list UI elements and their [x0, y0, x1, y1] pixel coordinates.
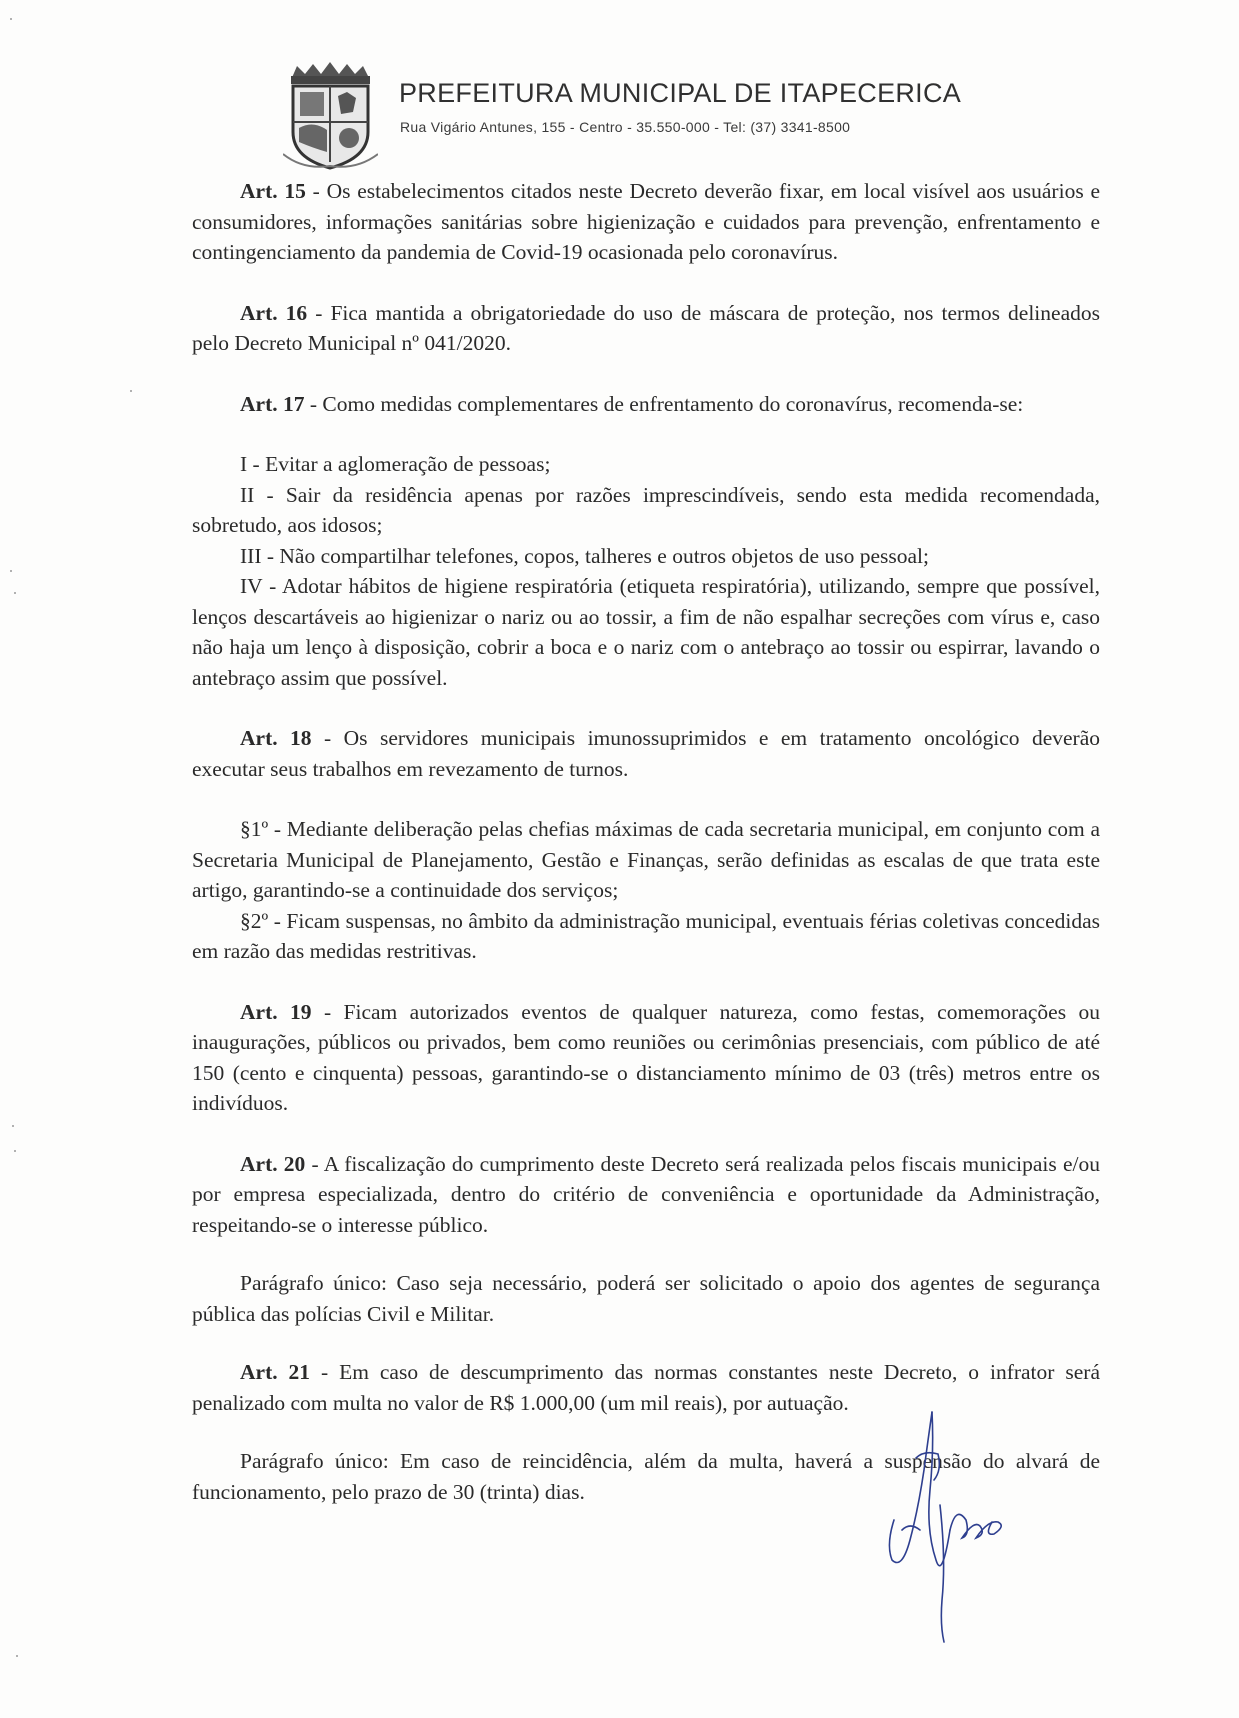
decree-body: [192, 176, 1100, 1507]
article-text: - A fiscalização do cumprimento deste Decreto será realizada pelos fiscais municipais e/ou por empresa especializada, dentro do critério de conveniência e oportunidade da Administração, respeitando-se o interesse público.: [192, 1151, 1100, 1237]
article-label: Art. 18: [240, 726, 312, 750]
article-16: [192, 298, 1100, 359]
list-item: IV - Adotar hábitos de higiene respiratória (etiqueta respiratória), utilizando, sempre que possível, lenços descartáveis ao higienizar o nariz ou ao tossir, a fim de não espalhar secreções com vírus e, caso não haja um lenço à disposição, cobrir a boca e o nariz com o antebraço ao tossir ou espirrar, lavando o antebraço assim que possível.: [192, 574, 1100, 690]
article-label: Art. 17: [240, 391, 305, 416]
article-21: [192, 1357, 1100, 1418]
article-label: Art. 16: [240, 300, 308, 325]
list-item: II - Sair da residência apenas por razões imprescindíveis, sendo esta medida recomendada, sobretudo, aos idosos;: [192, 482, 1100, 537]
list-item: I - Evitar a aglomeração de pessoas;: [240, 452, 551, 476]
article-text: - Os estabelecimentos citados neste Decreto deverão fixar, em local visível aos usuários e consumidores, informações sanitárias sobre higienização e cuidados para prevenção, enfrentamento e contingenciamento da pandemia de Covid-19 ocasionada pelo coronavírus.: [192, 179, 1100, 264]
article-text: - Como medidas complementares de enfrentamento do coronavírus, recomenda-se:: [304, 391, 1024, 416]
organization-address: Rua Vigário Antunes, 155 - Centro - 35.550-000 - Tel: (37) 3341-8500: [400, 119, 851, 135]
article-label: Art. 15: [240, 179, 306, 203]
scan-speck: [14, 592, 16, 594]
article-text: - Os servidores municipais imunossuprimidos e em tratamento oncológico deverão executar seus trabalhos em revezamento de turnos.: [192, 726, 1101, 781]
scan-speck: [12, 1125, 14, 1127]
scan-speck: [10, 18, 12, 20]
list-item: III - Não compartilhar telefones, copos, talheres e outros objetos de uso pessoal;: [240, 543, 929, 568]
article-15: [192, 176, 1100, 268]
article-18: [192, 723, 1100, 784]
sole-paragraph: Parágrafo único: Em caso de reincidência, além da multa, haverá a suspensão do alvará de funcionamento, pelo prazo de 30 (trinta) dias.: [192, 1449, 1100, 1504]
article-label: Art. 19: [240, 999, 312, 1024]
article-text: - Em caso de descumprimento das normas constantes neste Decreto, o infrator será penalizado com multa no valor de R$ 1.000,00 (um mil reais), por autuação.: [192, 1360, 1100, 1415]
organization-name: PREFEITURA MUNICIPAL DE ITAPECERICA: [399, 78, 962, 108]
scan-speck: [16, 1655, 18, 1657]
article-text: - Fica mantida a obrigatoriedade do uso de máscara de proteção, nos termos delineados pelo Decreto Municipal nº 041/2020.: [192, 300, 1100, 355]
article-label: Art. 20: [240, 1151, 306, 1176]
scan-speck: [10, 570, 12, 572]
handwritten-signature-icon: [880, 1410, 1030, 1650]
article-text: - Ficam autorizados eventos de qualquer natureza, como festas, comemorações ou inaugurações, públicos ou privados, bem como reuniões ou cerimônias presenciais, com público de até 150 (cento e cinquenta) pessoas, garantindo-se o distanciamento mínimo de 03 (três) metros entre os indivíduos.: [192, 999, 1100, 1115]
municipal-coat-of-arms-icon: [283, 62, 378, 170]
article-20: [192, 1149, 1100, 1241]
article-label: Art. 21: [240, 1360, 311, 1384]
paragraph-2: §2º - Ficam suspensas, no âmbito da administração municipal, eventuais férias coletivas concedidas em razão das medidas restritivas.: [192, 908, 1100, 963]
paragraph-1: §1º - Mediante deliberação pelas chefias máximas de cada secretaria municipal, em conjunto com a Secretaria Municipal de Planejamento, Gestão e Finanças, serão definidas as escalas de que trata este artigo, garantindo-se a continuidade dos serviços;: [192, 817, 1100, 902]
scan-speck: [14, 1150, 16, 1152]
scan-speck: [130, 390, 132, 392]
article-19: [192, 997, 1100, 1119]
letterhead: [283, 62, 983, 172]
sole-paragraph: Parágrafo único: Caso seja necessário, poderá ser solicitado o apoio dos agentes de segurança pública das polícias Civil e Militar.: [192, 1271, 1100, 1326]
article-17: [192, 389, 1100, 420]
